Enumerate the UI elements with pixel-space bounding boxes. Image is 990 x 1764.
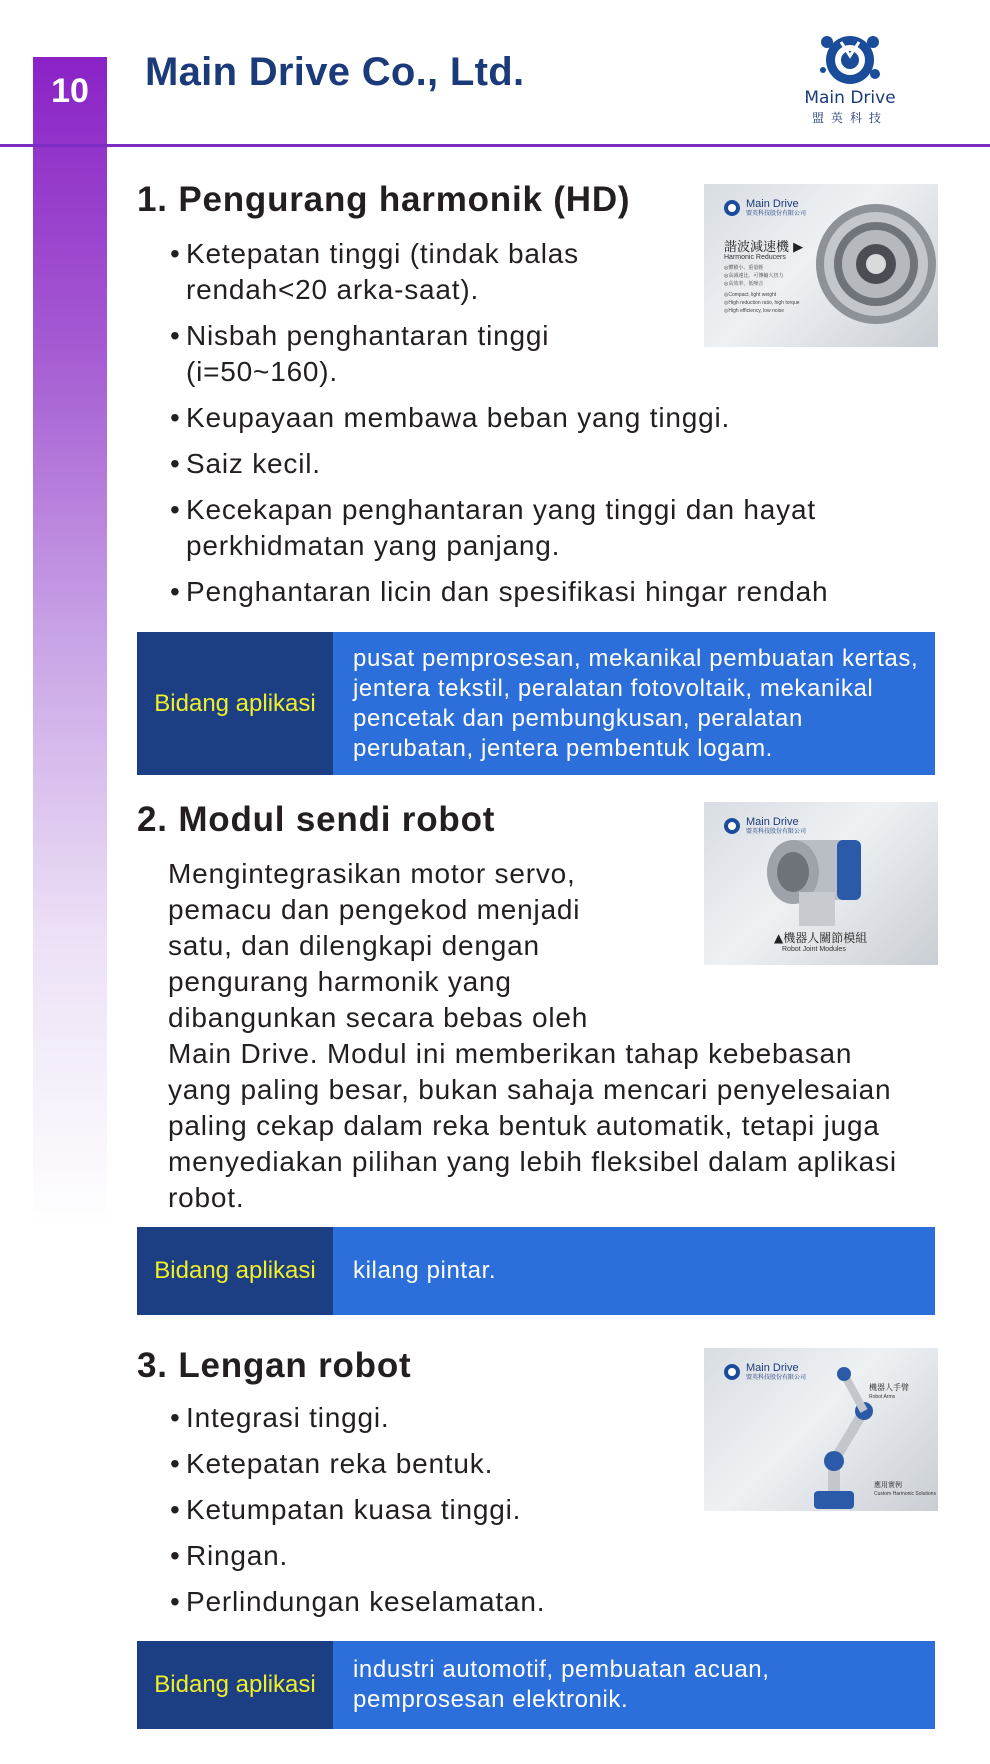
application-label: Bidang aplikasi [137,1227,333,1315]
application-box [137,1641,935,1729]
harmonic-reducer-icon [814,202,938,326]
bullet-item: • Ketepatan tinggi (tindak balas rendah<20 arka-saat). [170,238,579,305]
logo-text: Main Drive [804,88,896,108]
photo-caption-cn: 機器人手臂 [869,1383,909,1392]
robot-joint-photo [704,802,938,965]
robot-arm-photo [704,1348,938,1511]
logo-mark-icon [795,30,905,90]
photo-caption-cn: ▲機器人關節模組 [774,931,868,945]
bullet-item: • Saiz kecil. [170,448,321,479]
bullet-item: • Nisbah penghantaran tinggi (i=50~160). [170,320,550,387]
photo-features: ◎體積小、重量輕 ◎高減速比、可傳輸大扭力 ◎高效率、低噪音 ◎Compact, light weight ◎High reduction ratio, high torque ◎High efficiency, low noise [724,265,800,314]
robot-joint-paragraph: Mengintegrasikan motor servo, pemacu dan pengekod menjadi satu, dan dilengkapi dengan pengurang harmonik yang dibangunkan secara bebas oleh Main Drive. Modul ini memberikan tahap kebebasan yang paling besar, bukan sahaja mencari penyelesaian paling cekap dalam reka bentuk automatik, tetapi juga menyediakan pilihan yang lebih fleksibel dalam aplikasi robot. [168,858,897,1213]
photo-brand: Main Drive 盟英科技股份有限公司 [722,198,806,218]
bullet-item: • Ringan. [170,1540,289,1571]
application-text: kilang pintar. [333,1227,935,1315]
brand-logo-icon [722,1362,742,1382]
photo-caption-cn: 諧波減速機 ▶ [724,240,804,255]
bullet-item: • Ketepatan reka bentuk. [170,1448,494,1479]
company-name: Main Drive Co., Ltd. [145,50,525,94]
bullet-item: • Perlindungan keselamatan. [170,1586,546,1617]
bullet-item: • Penghantaran licin dan spesifikasi hingar rendah [170,576,829,607]
page-number: 10 [51,71,89,110]
section-title-robot-arm: 3. Lengan robot [137,1346,412,1385]
application-label: Bidang aplikasi [137,632,333,775]
main-drive-logo [795,30,905,130]
application-text: industri automotif, pembuatan acuan, pemprosesan elektronik. [333,1641,935,1729]
photo-caption2-en: Custom Harmonic Solutions [874,1491,936,1497]
bullet-item: • Kecekapan penghantaran yang tinggi dan hayat perkhidmatan yang panjang. [170,494,816,561]
application-box [137,1227,935,1315]
application-label: Bidang aplikasi [137,1641,333,1729]
photo-brand: Main Drive 盟英科技股份有限公司 [722,816,806,836]
robot-joint-icon [759,830,879,930]
bullet-item: • Keupayaan membawa beban yang tinggi. [170,402,731,433]
section-title-harmonic-reducer: 1. Pengurang harmonik (HD) [137,180,631,219]
photo-brand: Main Drive 盟英科技股份有限公司 [722,1362,806,1382]
application-text: pusat pemprosesan, mekanikal pembuatan kertas, jentera tekstil, peralatan fotovoltaik, mekanikal pencetak dan pembungkusan, peralatan perubatan, jentera pembentuk logam. [333,632,935,775]
brand-logo-icon [722,198,742,218]
bullet-item: • Ketumpatan kuasa tinggi. [170,1494,522,1525]
photo-caption-en: Harmonic Reducers [724,254,786,261]
brand-logo-icon [722,816,742,836]
photo-caption-en: Robot Joint Modules [782,946,846,953]
harmonic-reducer-photo [704,184,938,347]
header-divider [0,144,990,147]
photo-caption-en: Robot Arms [869,1394,896,1400]
side-gradient-bar [33,57,107,1227]
application-box [137,632,935,775]
logo-subtext: 盟英科技 [811,111,888,125]
bullet-item: • Integrasi tinggi. [170,1402,390,1433]
photo-caption2-cn: 應用實例 [874,1481,902,1489]
section-title-robot-joint-module: 2. Modul sendi robot [137,800,496,839]
